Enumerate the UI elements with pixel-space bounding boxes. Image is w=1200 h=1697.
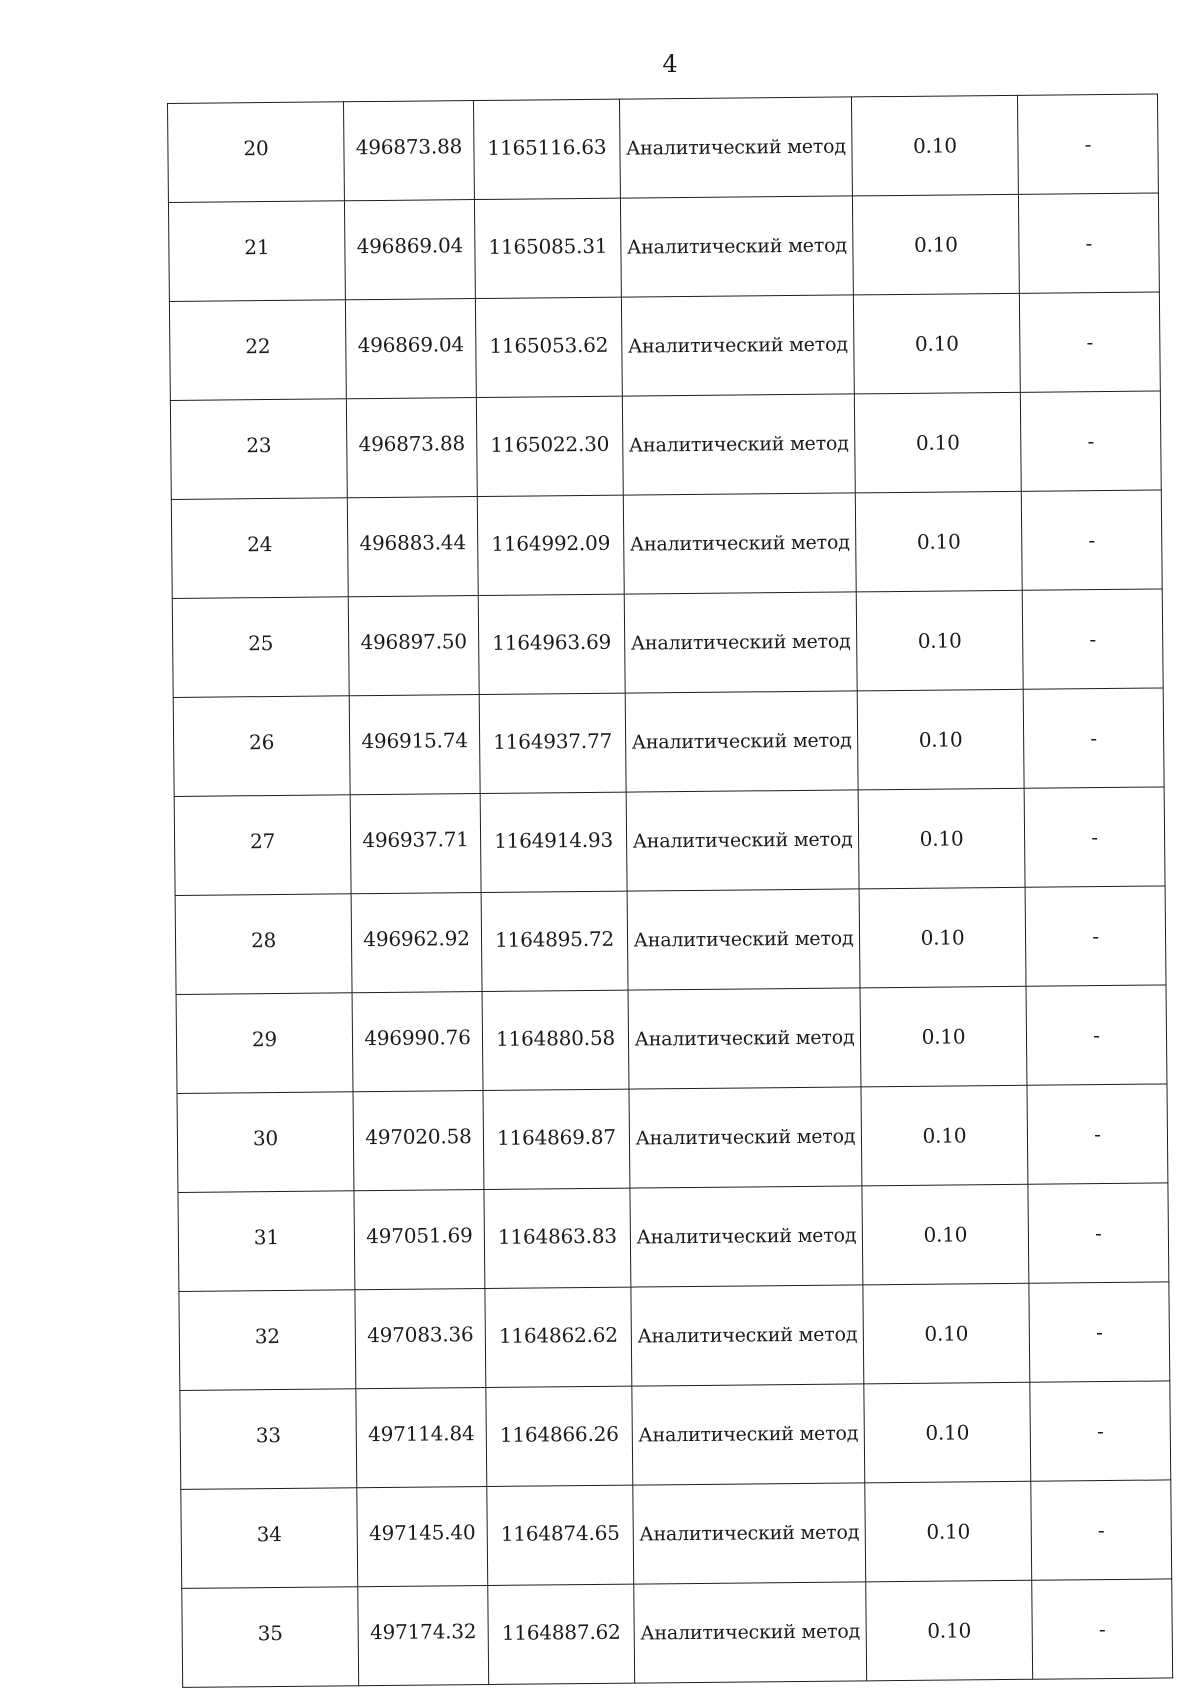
table-row [179,1282,1170,1390]
accuracy-cell: 0.10 [866,1580,1033,1681]
page-number: 4 [662,50,678,78]
y-coordinate-cell: 1164963.69 [478,594,625,694]
note-cell: - [1018,193,1159,293]
note-cell: - [1028,1183,1169,1283]
accuracy-cell: 0.10 [858,788,1025,889]
point-number-cell: 31 [178,1191,355,1292]
table-row [171,490,1162,598]
table-row [175,886,1166,994]
y-coordinate-cell: 1164880.58 [482,990,629,1090]
table-row [169,292,1160,400]
method-cell: Аналитический метод [634,1582,867,1683]
x-coordinate-cell: 497083.36 [355,1289,486,1389]
method-cell: Аналитический метод [629,1087,862,1188]
note-cell: - [1021,490,1162,590]
method-cell: Аналитический метод [620,196,853,297]
note-cell: - [1031,1480,1172,1580]
table-body [168,94,1173,1687]
x-coordinate-cell: 497114.84 [356,1387,487,1487]
note-cell: - [1029,1282,1170,1382]
method-cell: Аналитический метод [631,1285,864,1386]
accuracy-cell: 0.10 [860,986,1027,1087]
x-coordinate-cell: 496873.88 [343,101,474,201]
x-coordinate-cell: 496897.50 [348,596,479,696]
accuracy-cell: 0.10 [853,293,1020,394]
y-coordinate-cell: 1164863.83 [484,1188,631,1288]
method-cell: Аналитический метод [627,889,860,990]
accuracy-cell: 0.10 [854,392,1021,493]
accuracy-cell: 0.10 [864,1382,1031,1483]
note-cell: - [1026,985,1167,1085]
point-number-cell: 35 [182,1587,359,1688]
x-coordinate-cell: 496915.74 [349,695,480,795]
table-row [173,688,1164,796]
note-cell: - [1020,391,1161,491]
note-cell: - [1023,688,1164,788]
table-row [172,589,1163,697]
x-coordinate-cell: 496869.04 [345,299,476,399]
method-cell: Аналитический метод [623,493,856,594]
point-number-cell: 27 [174,795,351,896]
y-coordinate-cell: 1164937.77 [479,693,626,793]
x-coordinate-cell: 496883.44 [347,497,478,597]
point-number-cell: 29 [176,993,353,1094]
point-number-cell: 24 [171,498,348,599]
table-row [168,193,1159,301]
method-cell: Аналитический метод [628,988,861,1089]
accuracy-cell: 0.10 [857,689,1024,790]
point-number-cell: 28 [175,894,352,995]
accuracy-cell: 0.10 [859,887,1026,988]
method-cell: Аналитический метод [633,1483,866,1584]
y-coordinate-cell: 1164914.93 [480,792,627,892]
y-coordinate-cell: 1164869.87 [483,1089,630,1189]
accuracy-cell: 0.10 [856,590,1023,691]
table-row [182,1579,1173,1687]
point-number-cell: 30 [177,1092,354,1193]
method-cell: Аналитический метод [624,592,857,693]
y-coordinate-cell: 1165053.62 [475,297,622,397]
x-coordinate-cell: 497051.69 [354,1190,485,1290]
note-cell: - [1027,1084,1168,1184]
y-coordinate-cell: 1165085.31 [474,198,621,298]
note-cell: - [1019,292,1160,392]
y-coordinate-cell: 1164862.62 [485,1287,632,1387]
table-row [176,985,1167,1093]
accuracy-cell: 0.10 [852,194,1019,295]
note-cell: - [1022,589,1163,689]
table-row [170,391,1161,499]
point-number-cell: 20 [168,102,345,203]
note-cell: - [1017,94,1158,194]
method-cell: Аналитический метод [619,97,852,198]
accuracy-cell: 0.10 [863,1283,1030,1384]
method-cell: Аналитический метод [630,1186,863,1287]
accuracy-cell: 0.10 [862,1184,1029,1285]
note-cell: - [1030,1381,1171,1481]
y-coordinate-cell: 1164887.62 [488,1584,635,1684]
point-number-cell: 33 [180,1389,357,1490]
table-row [181,1480,1172,1588]
y-coordinate-cell: 1164874.65 [487,1485,634,1585]
table-row [177,1084,1168,1192]
coordinates-table [167,93,1173,1687]
x-coordinate-cell: 497020.58 [353,1091,484,1191]
x-coordinate-cell: 497174.32 [358,1585,489,1685]
y-coordinate-cell: 1165022.30 [476,396,623,496]
point-number-cell: 22 [169,300,346,401]
table-row [178,1183,1169,1291]
x-coordinate-cell: 496962.92 [351,893,482,993]
x-coordinate-cell: 496937.71 [350,794,481,894]
y-coordinate-cell: 1164866.26 [486,1386,633,1486]
point-number-cell: 34 [181,1488,358,1589]
method-cell: Аналитический метод [621,295,854,396]
point-number-cell: 26 [173,696,350,797]
note-cell: - [1025,886,1166,986]
table-row [168,94,1159,202]
x-coordinate-cell: 496990.76 [352,992,483,1092]
point-number-cell: 21 [168,201,345,302]
note-cell: - [1024,787,1165,887]
method-cell: Аналитический метод [622,394,855,495]
accuracy-cell: 0.10 [851,95,1018,196]
x-coordinate-cell: 497145.40 [357,1486,488,1586]
table-row [174,787,1165,895]
accuracy-cell: 0.10 [855,491,1022,592]
y-coordinate-cell: 1164992.09 [477,495,624,595]
x-coordinate-cell: 496873.88 [346,398,477,498]
method-cell: Аналитический метод [626,790,859,891]
accuracy-cell: 0.10 [865,1481,1032,1582]
coordinates-table-wrapper [167,93,1172,1687]
point-number-cell: 23 [170,399,347,500]
point-number-cell: 25 [172,597,349,698]
method-cell: Аналитический метод [632,1384,865,1485]
table-row [180,1381,1171,1489]
y-coordinate-cell: 1164895.72 [481,891,628,991]
method-cell: Аналитический метод [625,691,858,792]
x-coordinate-cell: 496869.04 [344,200,475,300]
point-number-cell: 32 [179,1290,356,1391]
note-cell: - [1032,1579,1173,1679]
y-coordinate-cell: 1165116.63 [473,99,620,199]
accuracy-cell: 0.10 [861,1085,1028,1186]
